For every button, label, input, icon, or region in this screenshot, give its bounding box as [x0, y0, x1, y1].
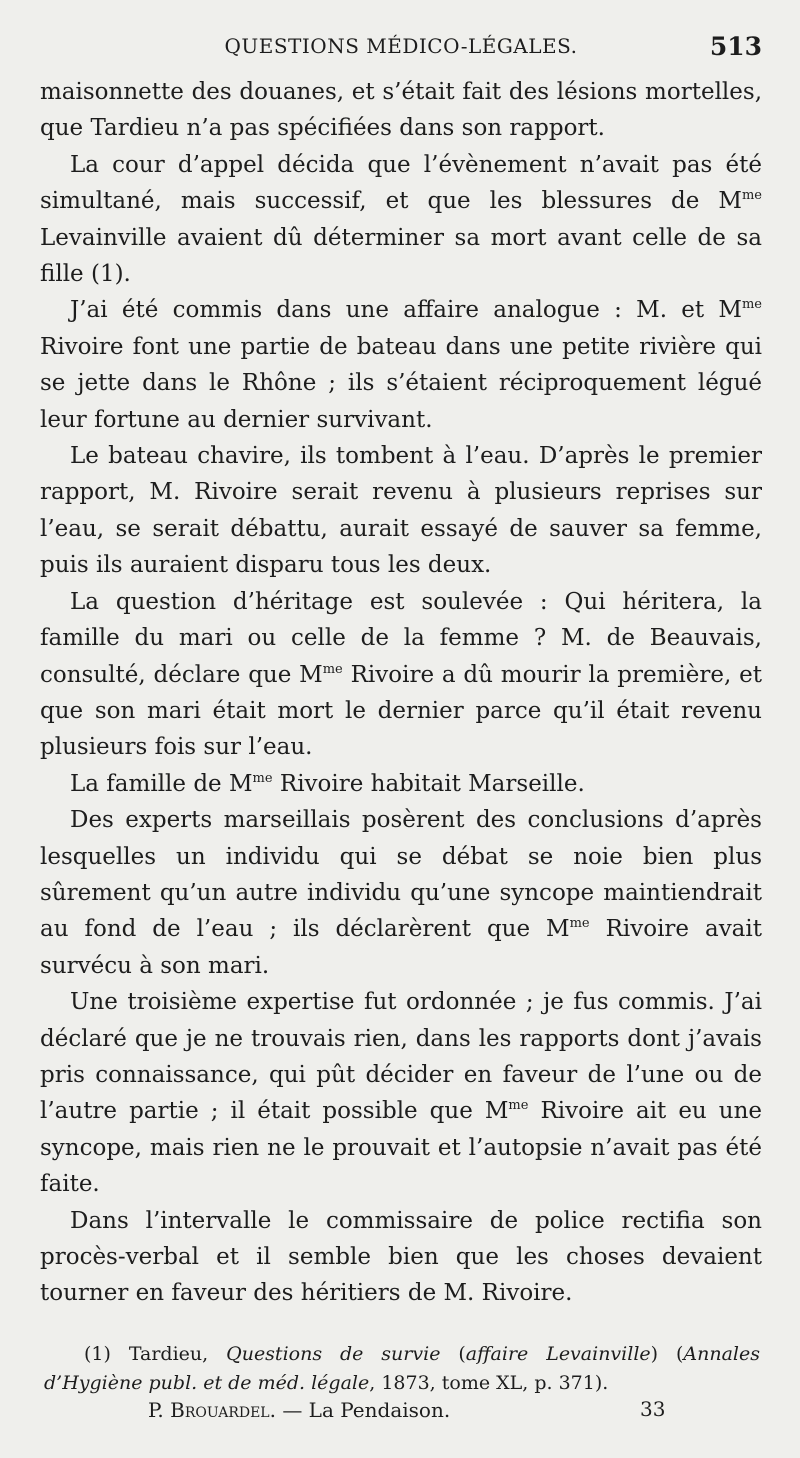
sheet-number: 33 [640, 1397, 666, 1421]
footnote-journal: Annales d’Hygiène publ. et de méd. légale [44, 1343, 760, 1394]
body-text [40, 74, 762, 1312]
paragraph-2 [40, 147, 762, 293]
abbr-superscript: me [741, 188, 762, 204]
text-span: Rivoire avait survécu à son mari. [40, 916, 762, 979]
abbr-superscript: me [252, 770, 273, 786]
text-span: J’ai été commis dans une affaire analogue : M. et M [70, 297, 742, 324]
page-header [40, 32, 762, 68]
page-number: 513 [709, 32, 762, 61]
running-head: QUESTIONS MÉDICO-LÉGALES. [224, 34, 578, 58]
abbr-superscript: me [508, 1098, 529, 1114]
abbr-superscript: me [741, 297, 762, 313]
paragraph-5 [40, 584, 762, 766]
paragraph-7 [40, 802, 762, 984]
abbr-superscript: me [322, 661, 343, 677]
paragraph-3 [40, 292, 762, 438]
author-initial: P. [148, 1398, 171, 1422]
text-span: Rivoire ait eu une syncope, mais rien ne le prouvait et l’autopsie n’avait pas été faite. [40, 1098, 763, 1198]
signature-line [148, 1398, 450, 1422]
text-span: La question d’héritage est soulevée : Qui héritera, la famille du mari ou celle de la femme ? M. de Beauvais, consulté, déclare que M [40, 588, 762, 688]
text-span: Rivoire a dû mourir la première, et que son mari était mort le dernier parce qu’il était revenu plusieurs fois sur l’eau. [40, 661, 762, 761]
footnote-title: Questions de survie [226, 1343, 441, 1365]
footnote-case: affaire Levainville [465, 1343, 651, 1365]
paragraph-6 [40, 766, 762, 802]
text-span: ) ( [650, 1343, 684, 1365]
book-title: . — La Pendaison. [269, 1398, 451, 1422]
text-span: Rivoire font une partie de bateau dans une petite rivière qui se jette dans le Rhône ; ils s’étaient réciproquement légué leur fortune au dernier survivant. [40, 333, 762, 433]
footnote-marker: (1) Tardieu, [84, 1343, 227, 1365]
footnote-text [44, 1340, 760, 1398]
text-span: Des experts marseillais posèrent des conclusions d’après lesquelles un individu qui se débat se noie bien plus sûrement qu’un autre individu qu’une syncope maintiendrait au fond de l’eau ; ils déclarèrent que M [40, 807, 762, 943]
text-span: ( [440, 1343, 466, 1365]
text-span: La cour d’appel décida que l’évènement n’avait pas été simultané, mais successif, et que les blessures de M [40, 151, 762, 215]
text-span: Levainville avaient dû déterminer sa mort avant celle de sa fille (1). [40, 224, 762, 288]
abbr-superscript: me [569, 916, 590, 932]
text-span: Une troisième expertise fut ordonnée ; je fus commis. J’ai déclaré que je ne trouvais rien, dans les rapports dont j’avais pris connaissance, qui pût décider en faveur de l’une ou de l’autre partie ; il était possible que M [40, 989, 762, 1125]
text-span: La famille de M [70, 770, 253, 797]
author-name: Brouardel [170, 1398, 270, 1422]
paragraph-9: Dans l’intervalle le commissaire de police rectifia son procès-verbal et il semble bien que les choses devaient tourner en faveur des héritiers de M. Rivoire. [40, 1207, 762, 1307]
text-span: , 1873, tome XL, p. 371). [369, 1372, 609, 1394]
paragraph-8 [40, 984, 762, 1202]
text-span: Rivoire habitait Marseille. [272, 770, 585, 797]
paragraph-1: maisonnette des douanes, et s’était fait des lésions mortelles, que Tardieu n’a pas spécifiées dans son rapport. [40, 79, 762, 142]
paragraph-4: Le bateau chavire, ils tombent à l’eau. D’après le premier rapport, M. Rivoire serait revenu à plusieurs reprises sur l’eau, se serait débattu, aurait essayé de sauver sa femme, puis ils auraient disparu tous les deux. [40, 443, 762, 579]
footnote [44, 1340, 760, 1398]
